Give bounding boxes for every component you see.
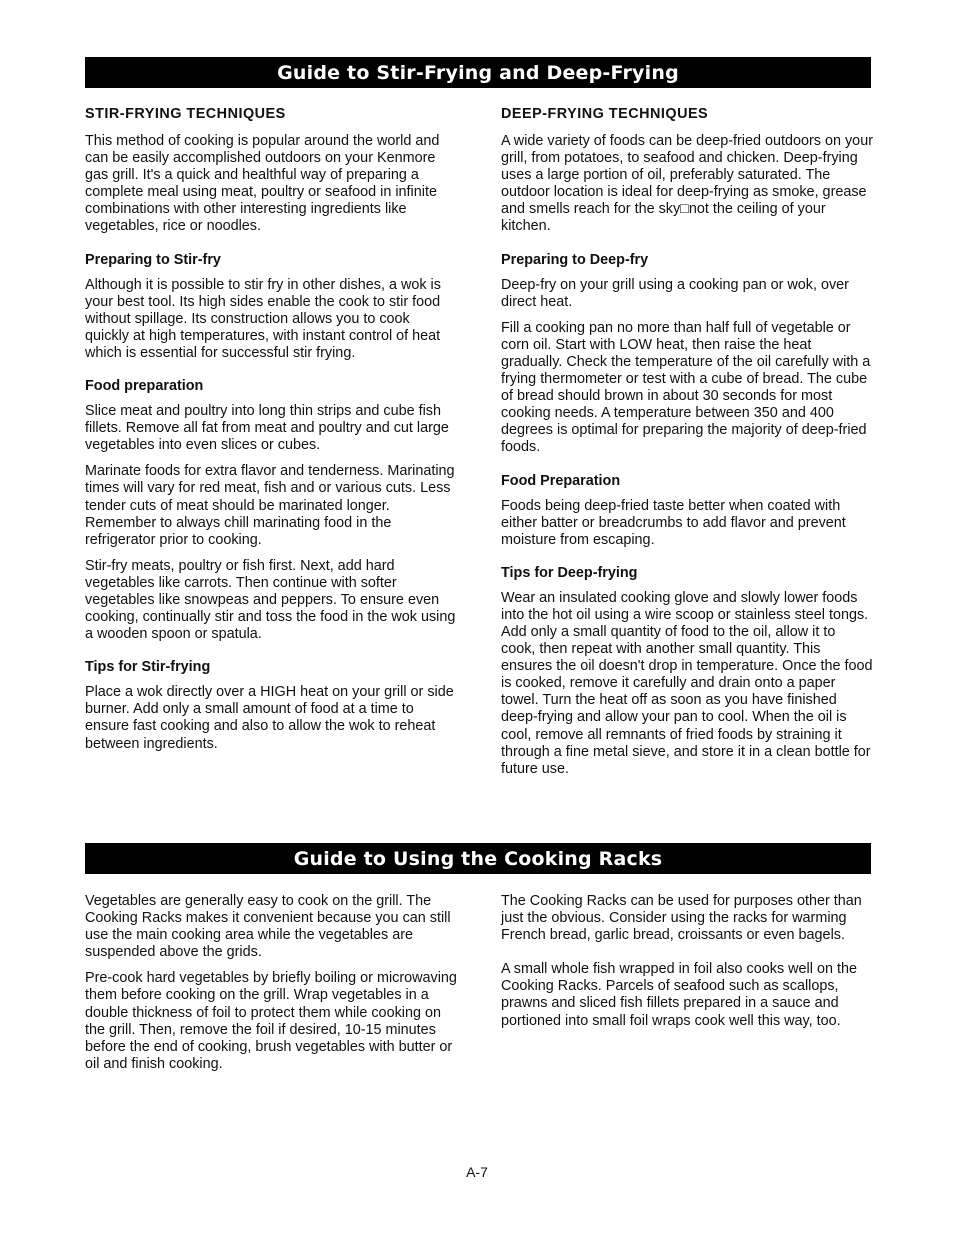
preparing-deep-fry-paragraph-1: Deep-fry on your grill using a cooking pan or wok, over direct heat. [501, 276, 849, 310]
food-preparation-paragraph-1: Slice meat and poultry into long thin strips and cube fish fillets. Remove all fat from meat and poultry and cut large vegetables into even slices or cubes. [85, 403, 449, 454]
preparing-deep-fry-paragraph-2: Fill a cooking pan no more than half full of vegetable or corn oil. Start with LOW heat, then raise the heat gradually. Check the temperature of the oil carefully with a frying thermometer or test with a cube of bread. The cube of bread should brown in about 30 seconds for most cooking needs. A temperature between 350 and 400 degrees is optimal for preparing the majority of deep-fried foods. [501, 319, 871, 456]
preparing-deep-fry-heading: Preparing to Deep-fry [501, 251, 649, 268]
food-preparation-heading: Food preparation [85, 378, 204, 395]
preparing-stir-fry-heading: Preparing to Stir-fry [85, 251, 221, 268]
cooking-racks-right-column [501, 893, 873, 1030]
tips-deep-frying-heading: Tips for Deep-frying [501, 564, 638, 581]
cooking-racks-left-paragraph-2: Pre-cook hard vegetables by briefly boiling or microwaving them before cooking on the grill. Wrap vegetables in a double thickness of foil to protect them while cooking on the grill. Then, remove the foil if desired, 10-15 minutes before the end of cooking, brush vegetables with butter or oil and finish cooking. [85, 970, 457, 1072]
cooking-racks-left-paragraph-1: Vegetables are generally easy to cook on the grill. The Cooking Racks makes it convenient because you can still use the main cooking area while the vegetables are suspended above the grids. [85, 893, 451, 961]
deep-fry-food-preparation-heading: Food Preparation [501, 472, 621, 489]
stir-frying-heading: STIR-FRYING TECHNIQUES [85, 106, 286, 122]
food-preparation-paragraph-2: Marinate foods for extra flavor and tenderness. Marinating times will vary for red meat, fish and or various cuts. Less tender cuts of meat should be marinated longer. Remember to always chill marinating food in the refrigerator prior to cooking. [85, 463, 455, 548]
stir-frying-intro: This method of cooking is popular around the world and can be easily accomplished outdoors on your Kenmore gas grill. It's a quick and healthful way of preparing a complete meal using meat, poultry or seafood in infinite combinations with other interesting ingredients like vegetables, rice or noodles. [85, 133, 440, 235]
cooking-racks-left-column [85, 893, 457, 1073]
tips-stir-frying-heading: Tips for Stir-frying [85, 659, 211, 676]
section-title-stir-deep-frying: Guide to Stir-Frying and Deep-Frying [85, 57, 871, 88]
stir-frying-column [85, 106, 457, 753]
tips-stir-frying-text: Place a wok directly over a HIGH heat on your grill or side burner. Add only a small amount of food at a time to ensure fast cooking and also to allow the wok to reheat between ingredients. [85, 684, 454, 752]
preparing-stir-fry-text: Although it is possible to stir fry in other dishes, a wok is your best tool. Its high sides enable the cook to stir food without spillage. Its construction allows you to cook quickly at high temperatures, with instant control of heat which is essential for successful stir frying. [85, 276, 441, 361]
tips-deep-frying-text: Wear an insulated cooking glove and slowly lower foods into the hot oil using a wire scoop or stainless steel tongs. Add only a small quantity of food to the oil, allow it to cook, then repeat with another small quantity. This ensures the oil doesn't drop in temperature. Once the food is cooked, remove it carefully and drain onto a paper towel. Turn the heat off as soon as you have finished deep-frying and allow your pan to cool. When the oil is cool, remove all remnants of fried foods by straining it through a fine metal sieve, and store it in a clean bottle for future use. [501, 589, 873, 777]
deep-frying-intro: A wide variety of foods can be deep-fried outdoors on your grill, from potatoes, to seafood and chicken. Deep-frying uses a large portion of oil, preferably saturated. The outdoor location is ideal for deep-frying as smoke, grease and smells reach for the sky□not the ceiling of your kitchen. [501, 133, 873, 235]
section-title-cooking-racks: Guide to Using the Cooking Racks [85, 843, 871, 874]
cooking-racks-right-paragraph-1: The Cooking Racks can be used for purposes other than just the obvious. Consider using the racks for warming French bread, garlic bread, croissants or even bagels. [501, 893, 862, 944]
cooking-racks-right-paragraph-2: A small whole fish wrapped in foil also cooks well on the Cooking Racks. Parcels of seafood such as scallops, prawns and sliced fish fillets prepared in a sauce and portioned into small foil wraps cook well this way, too. [501, 961, 857, 1029]
deep-frying-heading: DEEP-FRYING TECHNIQUES [501, 106, 709, 122]
page-number: A-7 [466, 1164, 488, 1180]
deep-frying-column [501, 106, 873, 778]
food-preparation-paragraph-3: Stir-fry meats, poultry or fish first. Next, add hard vegetables like carrots. Then continue with softer vegetables like snowpeas and peppers. To ensure even cooking, continually stir and toss the food in the wok using a wooden spoon or spatula. [85, 557, 456, 643]
deep-fry-food-preparation-text: Foods being deep-fried taste better when coated with either batter or breadcrumbs to add flavor and prevent moisture from escaping. [501, 497, 846, 548]
